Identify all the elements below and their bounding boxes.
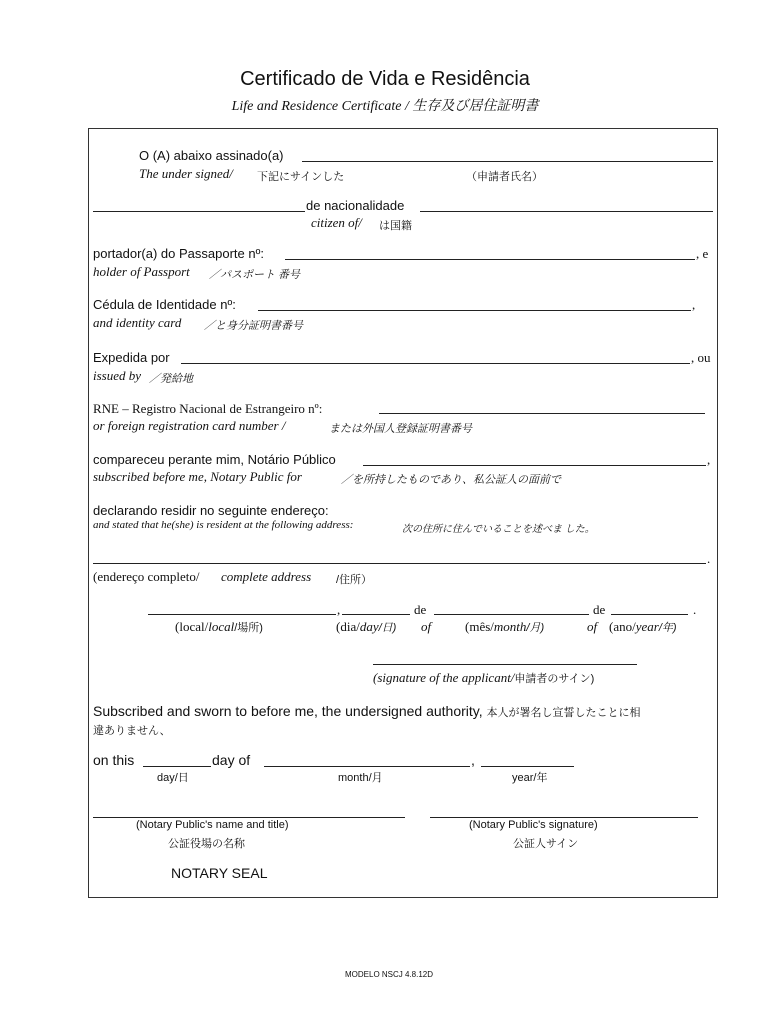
notary-appear-label: compareceu perante mim, Notário Público [93,452,336,467]
notary-signature-field[interactable] [430,817,698,818]
notary-seal-label: NOTARY SEAL [171,865,268,881]
document-subtitle: Life and Residence Certificate / 生存及び居住証明書 [231,99,539,114]
year-caption-en: year [635,619,659,634]
month-caption-en: month [493,619,527,634]
declare-label-en: and stated that he(she) is resident at the following address: [93,519,354,531]
local-caption-jp: /場所) [234,622,263,634]
undersigned-label-en: The under signed/ [139,166,233,181]
year-caption [609,619,677,635]
of-label-1: of [421,619,432,634]
undersigned-name-field[interactable] [302,161,713,162]
document-title: Certificado de Vida e Residência [240,68,530,90]
address-label-jp: /住所） [336,574,373,586]
nationality-field[interactable] [420,211,713,212]
sworn-statement-jp-1: 本人が署名し宣誓したことに相 [486,707,641,719]
place-comma: , [337,602,341,617]
address-field[interactable] [93,563,706,564]
local-caption [175,619,263,635]
passport-suffix: , e [696,246,709,261]
local-caption-en: local [208,619,235,634]
year-caption-pt: (ano/ [609,619,636,634]
notary-appear-suffix: , [707,452,711,467]
nationality-label-jp: は国籍 [379,220,412,232]
sworn-month-caption: month/月 [338,772,383,784]
notary-signature-label-jp: 公証人サイン [513,838,579,850]
day-caption [336,619,396,635]
undersigned-label: O (A) abaixo assinado(a) [139,148,284,163]
day-field[interactable] [342,614,410,615]
notary-appear-label-jp: ／を所持したものであり、私公証人の面前で [341,474,561,486]
notary-name-label-jp: 公証役場の名称 [168,838,245,850]
identity-label-jp: ／と身分証明書番号 [204,320,303,332]
of-label-2: of [587,619,598,634]
passport-label: portador(a) do Passaporte nº: [93,246,264,261]
month-caption-pt: (mês/ [465,619,494,634]
rne-label-jp: または外国人登録証明書番号 [329,423,472,435]
year-caption-jp: /年) [658,622,677,634]
address-end: . [707,551,711,566]
local-field[interactable] [148,614,336,615]
applicant-signature-label-en: (signature of the applicant/ [373,670,515,685]
identity-suffix: , [692,297,696,312]
form-model-code: MODELO NSCJ 4.8.12D [345,970,434,979]
issued-label-jp: ／発給地 [149,373,193,385]
month-caption-jp: /月) [526,622,545,634]
undersigned-label-jp: 下記にサインした [257,171,345,183]
applicant-signature-label-jp: 申請者のサイン) [514,673,595,685]
declare-label-jp: 次の住所に住んでいることを述べま した。 [402,524,595,535]
month-caption [465,619,544,635]
issued-label-en: issued by [93,368,142,383]
place-de-2: de [593,602,606,617]
passport-label-jp: ／パスポート 番号 [209,269,301,281]
local-caption-pt: (local/ [175,619,209,634]
nationality-label-en: citizen of/ [311,215,362,230]
nationality-prefix-field[interactable] [93,211,305,212]
passport-label-en: holder of Passport [93,264,190,279]
day-caption-en: day [359,619,379,634]
sworn-year-caption: year/年 [512,772,548,784]
sworn-day-caption: day/日 [157,772,189,784]
day-of-label: day of [212,752,251,768]
year-field[interactable] [611,614,688,615]
applicant-signature-label [373,670,594,686]
notary-name-field[interactable] [93,817,405,818]
address-label-en: complete address [221,569,312,584]
rne-label: RNE – Registro Nacional de Estrangeiro nº: [93,401,323,416]
notary-appear-label-en: subscribed before me, Notary Public for [93,469,302,484]
sworn-statement-jp-2: 違ありません、 [93,725,171,737]
notary-signature-label: (Notary Public's signature) [469,819,598,831]
sworn-statement [93,703,641,720]
issued-suffix: , ou [691,350,711,365]
nationality-label: de nacionalidade [306,198,405,213]
month-field[interactable] [434,614,589,615]
address-label: (endereço completo/ [93,569,200,584]
applicant-name-caption: （申請者氏名） [466,171,543,183]
notary-name-label: (Notary Public's name and title) [136,819,289,831]
identity-number-field[interactable] [258,310,691,311]
sworn-year-field[interactable] [481,766,574,767]
issued-label: Expedida por [93,350,170,365]
identity-label-en: and identity card [93,315,182,330]
notary-public-for-field[interactable] [363,465,706,466]
sworn-comma: , [471,752,475,768]
place-dot: . [693,602,697,617]
passport-number-field[interactable] [285,259,695,260]
identity-label: Cédula de Identidade nº: [93,297,236,312]
declare-label: declarando residir no seguinte endereço: [93,503,329,518]
sworn-month-field[interactable] [264,766,470,767]
place-de-1: de [414,602,427,617]
sworn-day-field[interactable] [143,766,211,767]
day-caption-jp: /日) [378,622,397,634]
on-this-label: on this [93,752,135,768]
applicant-signature-field[interactable] [373,664,637,665]
sworn-statement-en: Subscribed and sworn to before me, the undersigned authority, [93,703,483,719]
rne-label-en: or foreign registration card number / [93,418,286,433]
rne-number-field[interactable] [379,413,705,414]
issued-by-field[interactable] [181,363,690,364]
day-caption-pt: (dia/ [336,619,360,634]
